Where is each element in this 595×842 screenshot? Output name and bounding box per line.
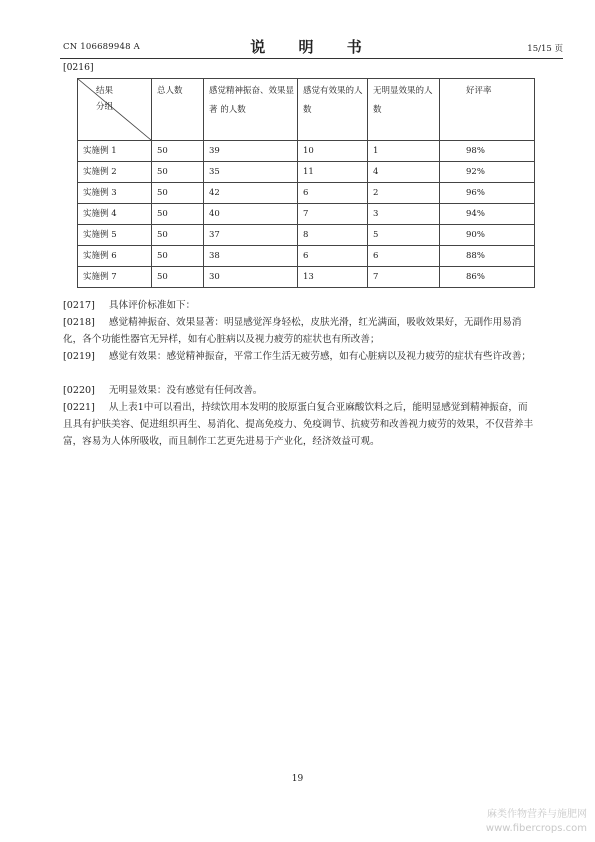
column-header: 好评率: [440, 79, 535, 141]
table-cell: 13: [298, 267, 368, 288]
watermark-line-2: www.fibercrops.com: [485, 823, 587, 834]
paragraph-text: 感觉精神振奋、效果显著：明显感觉浑身轻松，皮肤光滑，红光满面，吸收效果好，无副作用易消化，各个功能性器官无异样，如有心脏病以及视力疲劳的症状也有所改善；: [63, 317, 522, 345]
paragraph-tag: [0220]: [63, 385, 95, 396]
table-cell: 11: [298, 162, 368, 183]
table-row: [78, 183, 535, 204]
table-cell: 6: [298, 183, 368, 204]
paragraph-text: 无明显效果：没有感觉有任何改善。: [108, 385, 263, 396]
table-cell: 实施例 2: [78, 162, 152, 183]
table-cell: 实施例 5: [78, 225, 152, 246]
table-cell: 86%: [440, 267, 535, 288]
table-row: [78, 246, 535, 267]
document-title: 说 明 书: [250, 38, 376, 56]
table-cell: 94%: [440, 204, 535, 225]
table-cell: 7: [298, 204, 368, 225]
table-cell: 35: [204, 162, 298, 183]
diag-label-result: 结果: [96, 86, 114, 96]
section-tag-0216: [0216]: [63, 62, 94, 73]
table-cell: 96%: [440, 183, 535, 204]
column-header: 感觉有效果的人数: [298, 79, 368, 141]
paragraph-tag: [0219]: [63, 351, 95, 362]
table-cell: 42: [204, 183, 298, 204]
diagonal-header-cell: [78, 79, 152, 141]
table-row: [78, 267, 535, 288]
table-cell: 实施例 6: [78, 246, 152, 267]
table-row: [78, 204, 535, 225]
table-cell: 90%: [440, 225, 535, 246]
table-cell: 6: [298, 246, 368, 267]
table-cell: 50: [152, 267, 204, 288]
paragraph-text: 从上表1中可以看出，持续饮用本发明的胶原蛋白复合亚麻酸饮料之后，能明显感觉到精神振奋，而且具有护肤美容、促进组织再生、易消化、提高免疫力、免疫调节、抗疲劳和改善视力疲劳的效果，不仅营养丰富，容易为人体所吸收，而且制作工艺更先进易于产业化，经济效益可观。: [63, 402, 534, 447]
paragraph-0219: [63, 348, 537, 365]
table-cell: 实施例 7: [78, 267, 152, 288]
table-row: [78, 162, 535, 183]
table-cell: 实施例 3: [78, 183, 152, 204]
table-cell: 5: [368, 225, 440, 246]
paragraph-text: 感觉有效果：感觉精神振奋，平常工作生活无疲劳感，如有心脏病以及视力疲劳的症状有些许改善；: [108, 351, 532, 362]
paragraph-0217: [63, 297, 537, 314]
table-header-row: [78, 79, 535, 141]
table-row: [78, 225, 535, 246]
table-cell: 38: [204, 246, 298, 267]
table-cell: 50: [152, 162, 204, 183]
table-cell: 4: [368, 162, 440, 183]
paragraph-tag: [0217]: [63, 300, 95, 311]
paragraph-text: 具体评价标准如下：: [108, 300, 196, 311]
table-cell: 40: [204, 204, 298, 225]
diag-label-group: 分组: [96, 102, 114, 112]
page-header: [63, 36, 563, 56]
paragraph-0220: [63, 382, 537, 399]
results-table: [77, 78, 535, 288]
table-cell: 实施例 4: [78, 204, 152, 225]
header-rule: [60, 58, 563, 59]
table-cell: 实施例 1: [78, 141, 152, 162]
column-header: 总人数: [152, 79, 204, 141]
page-number: 19: [291, 774, 304, 784]
watermark-line-1: 麻类作物营养与施肥网: [487, 809, 587, 820]
page-info: 15/15 页: [527, 44, 563, 54]
table-cell: 3: [368, 204, 440, 225]
column-header: 感觉精神振奋、效果显著 的人数: [204, 79, 298, 141]
table-cell: 7: [368, 267, 440, 288]
table-cell: 50: [152, 141, 204, 162]
paragraph-0221: [63, 399, 537, 450]
diagonal-line: [78, 79, 151, 140]
table-cell: 1: [368, 141, 440, 162]
paragraph-tag: [0221]: [63, 402, 95, 413]
table-cell: 39: [204, 141, 298, 162]
table-cell: 6: [368, 246, 440, 267]
table-cell: 37: [204, 225, 298, 246]
table-row: [78, 141, 535, 162]
document-number: CN 106689948 A: [63, 42, 140, 52]
table-cell: 8: [298, 225, 368, 246]
column-header: 无明显效果的人数: [368, 79, 440, 141]
table-cell: 30: [204, 267, 298, 288]
table-cell: 50: [152, 204, 204, 225]
table-cell: 98%: [440, 141, 535, 162]
paragraph-0218: [63, 314, 537, 348]
table-cell: 50: [152, 246, 204, 267]
table-cell: 92%: [440, 162, 535, 183]
paragraph-tag: [0218]: [63, 317, 95, 328]
table-cell: 2: [368, 183, 440, 204]
table-cell: 50: [152, 183, 204, 204]
table-cell: 10: [298, 141, 368, 162]
watermark: [486, 808, 587, 836]
table-cell: 88%: [440, 246, 535, 267]
table-cell: 50: [152, 225, 204, 246]
